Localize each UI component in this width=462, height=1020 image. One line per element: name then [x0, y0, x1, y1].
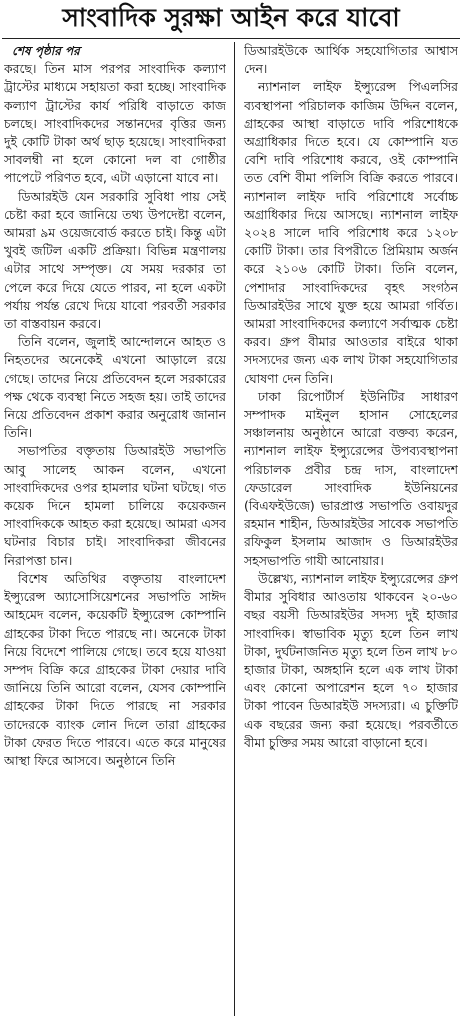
article-column-right: [244, 42, 458, 1016]
paragraph: ন্যাশনাল লাইফ ইন্স্যুরেন্স পিএলসির ব্যবস্থাপনা পরিচালক কাজিম উদ্দিন বলেন, গ্রাহকের আস্থা বাড়াতে দাবি পরিশোধকে অগ্রাধিকার দিতে হবে। যে কোম্পানি যত বেশি দাবি পরিশোধ করবে, ওই কোম্পানি তত বেশি বীমা পলিসি বিক্রি করতে পারবে। ন্যাশনাল লাইফ দাবি পরিশোধে সর্বোচ্চ অগ্রাধিকার দিয়ে আসছে। ন্যাশনাল লাইফ ২০২৪ সালে দাবি পরিশোধ করে ১২০৮ কোটি টাকা। তার বিপরীতে প্রিমিয়াম অর্জন করে ২১০৬ কোটি টাকা। তিনি বলেন, পেশাদার সাংবাদিকদের বৃহৎ সংগঠন ডিআরইউর সাথে যুক্ত হয়ে আমরা গর্বিত। আমরা সাংবাদিকদের কল্যাণে সর্বাত্মক চেষ্টা করব। গ্রুপ বীমার আওতার বাইরে থাকা সদস্যদের জন্য এক লাখ টাকা সহযোগিতার ঘোষণা দেন তিনি।: [244, 79, 458, 386]
paragraph: ঢাকা রিপোর্টার্স ইউনিটির সাধারণ সম্পাদক মাইনুল হাসান সোহেলের সঞ্চালনায় অনুষ্ঠানে আরো বক্তব্য করেন, ন্যাশনাল লাইফ ইন্স্যুরেন্সের উপব্যবস্থাপনা পরিচালক প্রবীর চন্দ্র দাস, বাংলাদেশ ফেডারেল সাংবাদিক ইউনিয়নের (বিএফইউজে) ভারপ্রাপ্ত সভাপতি ওবায়দুর রহমান শাহীন, ডিআরইউর সাবেক সভাপতি রফিকুল ইসলাম আজাদ ও ডিআরইউর সহসভাপতি গাযী আনোয়ার।: [244, 388, 458, 568]
paragraph: ডিআরইউ যেন সরকারি সুবিধা পায় সেই চেষ্টা করা হবে জানিয়ে তথ্য উপদেষ্টা বলেন, আমরা ৯ম ওয়েজবোর্ড করতে চাই। কিন্তু এটা খুবই জটিল একটি প্রক্রিয়া। বিভিন্ন মন্ত্রণালয় এটার সাথে সম্পৃক্ত। যে সময় দরকার তা পেলে করে দিয়ে যেতে পারব, না হলে একটা পর্যায় পর্যন্ত রেখে দিয়ে যাবো পরবর্তী সরকার তা বাস্তবায়ন করবে।: [4, 188, 226, 332]
paragraph: উল্লেখ্য, ন্যাশনাল লাইফ ইন্স্যুরেন্সের গ্রুপ বীমার সুবিধার আওতায় থাকবেন ২০-৬০ বছর বয়সী ডিআরইউর সদস্য দুই হাজার সাংবাদিক। স্বাভাবিক মৃত্যু হলে তিন লাখ টাকা, দুর্ঘটনাজনিত মৃত্যু হলে তিন লাখ ৮০ হাজার টাকা, অঙ্গহানি হলে এক লাখ টাকা এবং কোনো অপারেশন হলে ৭০ হাজার টাকা পাবেন ডিআরইউ সদস্যরা। এ চুক্তিটি এক বছরের জন্য করা হয়েছে। পরবর্তীতে বীমা চুক্তির সময় আরো বাড়ানো হবে।: [244, 570, 458, 750]
column-divider: [234, 42, 235, 1016]
paragraph: বিশেষ অতিথির বক্তৃতায় বাংলাদেশ ইন্স্যুরেন্স অ্যাসোসিয়েশনের সভাপতি সাঈদ আহমেদ বলেন, কয়েকটি ইন্স্যুরেন্স কোম্পানি গ্রাহকের টাকা দিতে পারছে না। অনেকে টাকা নিয়ে বিদেশে পালিয়ে গেছে। তবে হয়ে যাওয়া সম্পদ বিক্রি করে গ্রাহকের টাকা দেয়ার দাবি জানিয়ে তিনি আরো বলেন, যেসব কোম্পানি গ্রাহকের টাকা দিতে পারছে না সরকার তাদেরকে ব্যাংক লোন দিলে তারা গ্রাহকের টাকা ফেরত দিতে পারবে। এতে করে মানুষের আস্থা ফিরে আসবে। অনুষ্ঠানে তিনি: [4, 570, 226, 768]
paragraph: ডিআরইউকে আর্থিক সহযোগিতার আশ্বাস দেন।: [244, 43, 458, 77]
continued-from-label: শেষ পৃষ্ঠার পর: [12, 44, 80, 58]
headline: সাংবাদিক সুরক্ষা আইন করে যাবো: [62, 3, 400, 32]
headline-rule: [2, 38, 460, 39]
article-column-left: [4, 42, 226, 1016]
paragraph: করছে। তিন মাস পরপর সাংবাদিক কল্যাণ ট্রাস্টের মাধ্যমে সহায়তা করা হচ্ছে। সাংবাদিক কল্যাণ ট্রাস্টের কার্য পরিধি বাড়াতে কাজ চলছে। সাংবাদিকদের সন্তানদের বৃত্তির জন্য দুই কোটি টাকা অর্থ ছাড় হয়েছে। সাংবাদিকরা সাবলম্বী না হলে কোনো দল বা গোষ্ঠীর পাপেটে পরিণত হবে, এটা এড়ানো যাবে না।: [4, 61, 226, 186]
paragraph: তিনি বলেন, জুলাই আন্দোলনে আহত ও নিহতদের অনেকেই এখনো আড়ালে রয়ে গেছে। তাদের নিয়ে প্রতিবেদন হলে সরকারের পক্ষ থেকে ব্যবস্থা নিতে সহজ হয়। তাই তাদের নিয়ে প্রতিবেদন প্রকাশ করার অনুরোধ জানান তিনি।: [4, 334, 226, 441]
paragraph: সভাপতির বক্তৃতায় ডিআরইউ সভাপতি আবু সালেহ আকন বলেন, এখনো সাংবাদিকদের ওপর হামলার ঘটনা ঘটছে। গত কয়েক দিনে হামলা চালিয়ে কয়েকজন সাংবাদিককে আহত করা হয়েছে। আমরা এসব ঘটনার বিচার চাই। সাংবাদিকরা জীবনের নিরাপত্তা চান।: [4, 443, 226, 568]
